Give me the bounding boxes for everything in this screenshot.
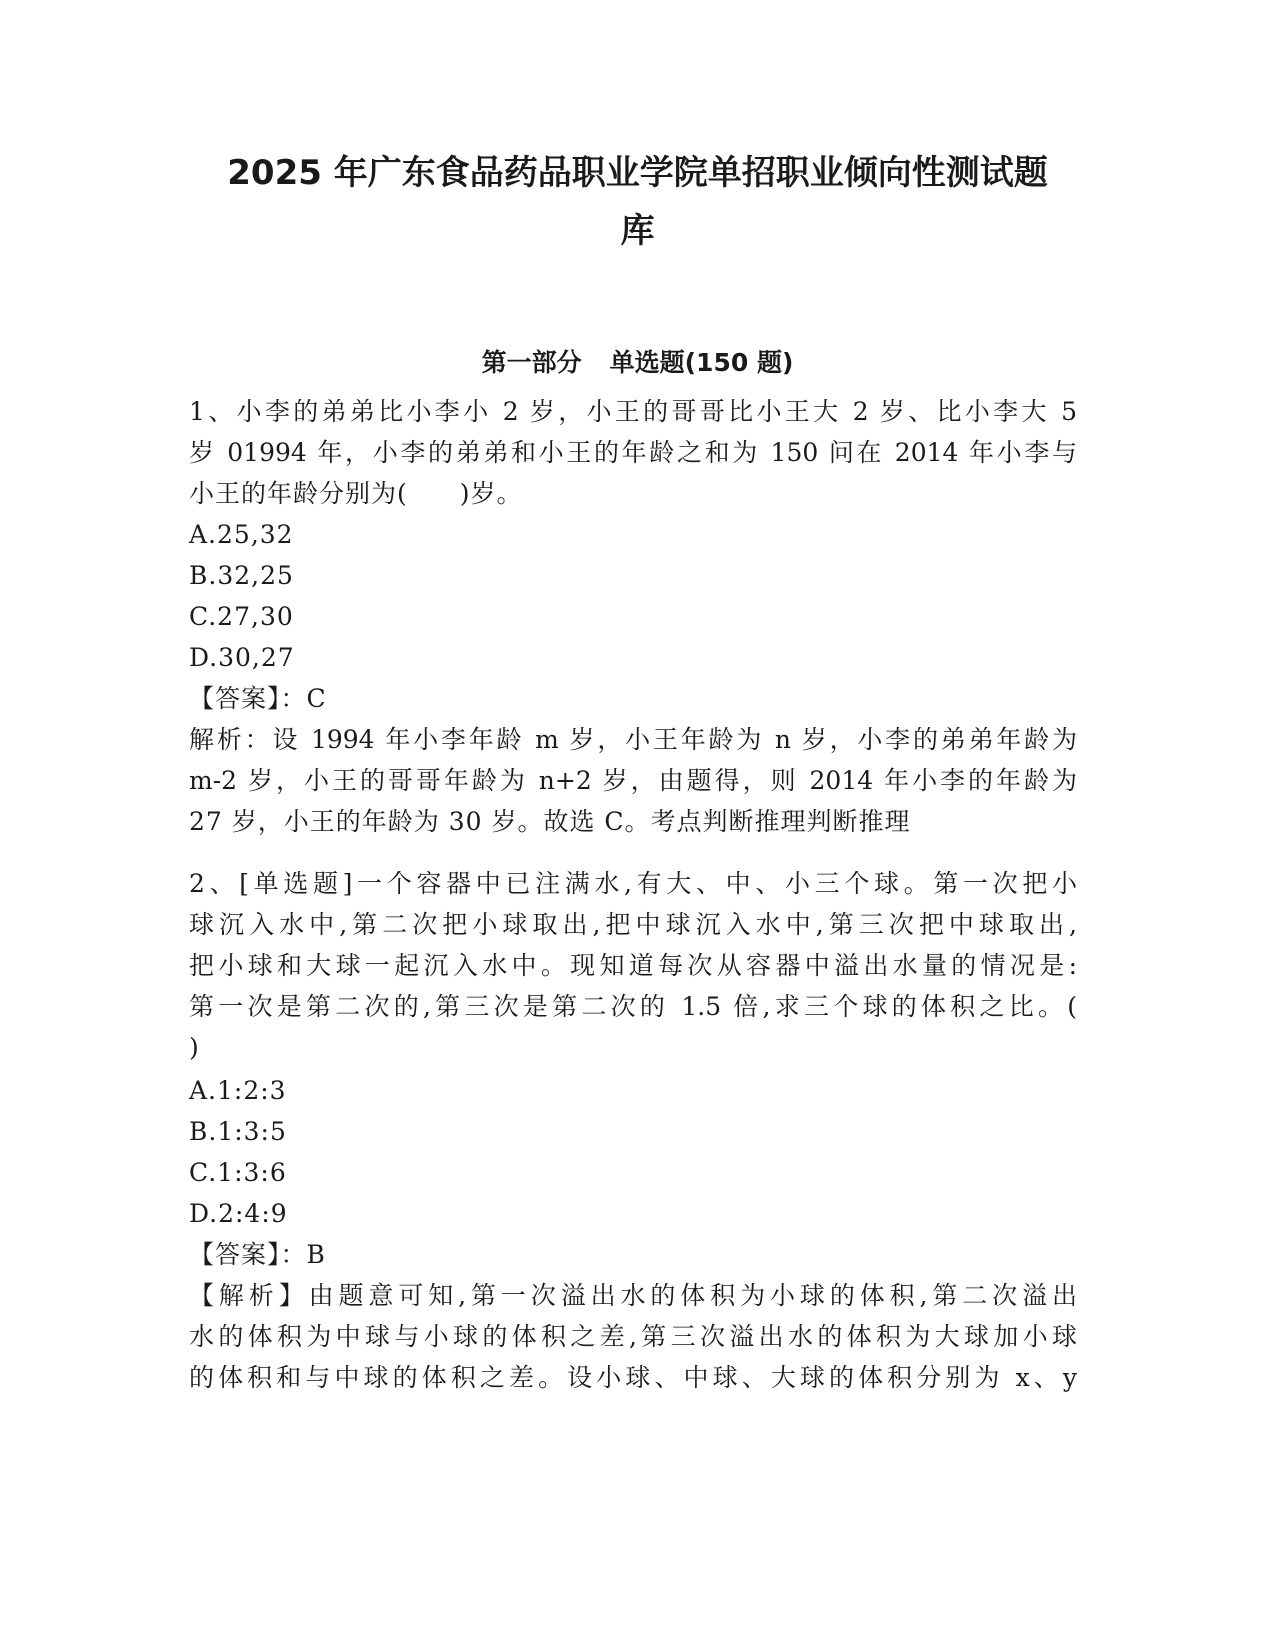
q2-option-d: D.2:4:9 <box>189 1199 288 1228</box>
q1-stem-line: 小王的年龄分别为( )岁。 <box>189 479 523 508</box>
q1-analysis-line: m-2 岁，小王的哥哥年龄为 n+2 岁，由题得，则 2014 年小李的年龄为 <box>189 766 1077 795</box>
q1-option-b: B.32,25 <box>189 561 294 590</box>
q1-answer: 【答案】：C <box>189 684 327 713</box>
q2-analysis-line: 的体积和与中球的体积之差。设小球、中球、大球的体积分别为 x、y <box>189 1363 1077 1392</box>
q2-option-c: C.1:3:6 <box>189 1158 287 1187</box>
q2-option-b: B.1:3:5 <box>189 1117 287 1146</box>
q1-analysis-line: 27 岁，小王的年龄为 30 岁。故选 C。考点判断推理判断推理 <box>189 807 911 836</box>
document-title-line-1: 2025 年广东食品药品职业学院单招职业倾向性测试题 <box>227 153 1048 193</box>
section-part: 第一部分 <box>481 348 582 377</box>
q2-stem-line: 把小球和大球一起沉入水中。现知道每次从容器中溢出水量的情况是: <box>189 951 1077 980</box>
q2-answer: 【答案】：B <box>189 1240 326 1269</box>
section-heading <box>0 343 1275 383</box>
q2-stem-line: 2、[单选题]一个容器中已注满水,有大、中、小三个球。第一次把小 <box>189 869 1077 898</box>
q1-stem-line: 岁 01994 年，小李的弟弟和小王的年龄之和为 150 问在 2014 年小李与 <box>189 438 1077 467</box>
q2-stem-line: ) <box>189 1033 200 1062</box>
document-title-line-2: 库 <box>620 211 655 251</box>
q2-option-a: A.1:2:3 <box>189 1076 287 1105</box>
q1-option-a: A.25,32 <box>189 520 294 549</box>
q2-analysis-line: 水的体积为中球与小球的体积之差,第三次溢出水的体积为大球加小球 <box>189 1322 1077 1351</box>
q2-stem-line: 第一次是第二次的,第三次是第二次的 1.5 倍,求三个球的体积之比。( <box>189 992 1077 1021</box>
q1-stem-line: 1、小李的弟弟比小李小 2 岁，小王的哥哥比小王大 2 岁、比小李大 5 <box>189 397 1077 426</box>
section-name: 单选题(150 题) <box>609 348 794 377</box>
q1-option-d: D.30,27 <box>189 643 295 672</box>
q1-option-c: C.27,30 <box>189 602 294 631</box>
q1-analysis-line: 解析：设 1994 年小李年龄 m 岁，小王年龄为 n 岁，小李的弟弟年龄为 <box>189 725 1077 754</box>
q2-stem-line: 球沉入水中,第二次把小球取出,把中球沉入水中,第三次把中球取出, <box>189 910 1077 939</box>
q2-analysis-line: 【解析】由题意可知,第一次溢出水的体积为小球的体积,第二次溢出 <box>189 1281 1077 1310</box>
